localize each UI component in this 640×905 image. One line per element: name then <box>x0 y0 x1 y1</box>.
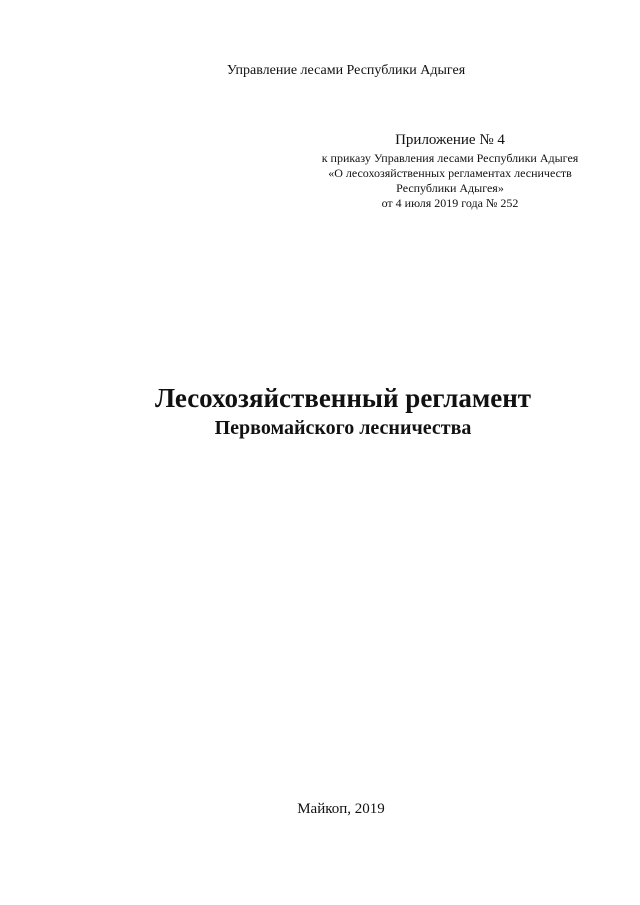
document-subtitle: Первомайского лесничества <box>214 417 472 439</box>
appendix-label: Приложение № 4 <box>395 132 505 148</box>
document-title: Лесохозяйственный регламент <box>154 383 532 413</box>
appendix-order-title: «О лесохозяйственных регламентах лесничеств <box>328 166 572 180</box>
organization-header: Управление лесами Республики Адыгея <box>226 63 466 78</box>
document-title-block <box>23 382 640 440</box>
appendix-order-title-continued: Республики Адыгея» <box>396 181 504 195</box>
appendix-order-date: от 4 июля 2019 года № 252 <box>381 196 519 210</box>
appendix-block <box>300 132 600 211</box>
appendix-order-reference: к приказу Управления лесами Республики Адыгея <box>321 151 579 165</box>
city-year-footer: Майкоп, 2019 <box>297 801 385 817</box>
